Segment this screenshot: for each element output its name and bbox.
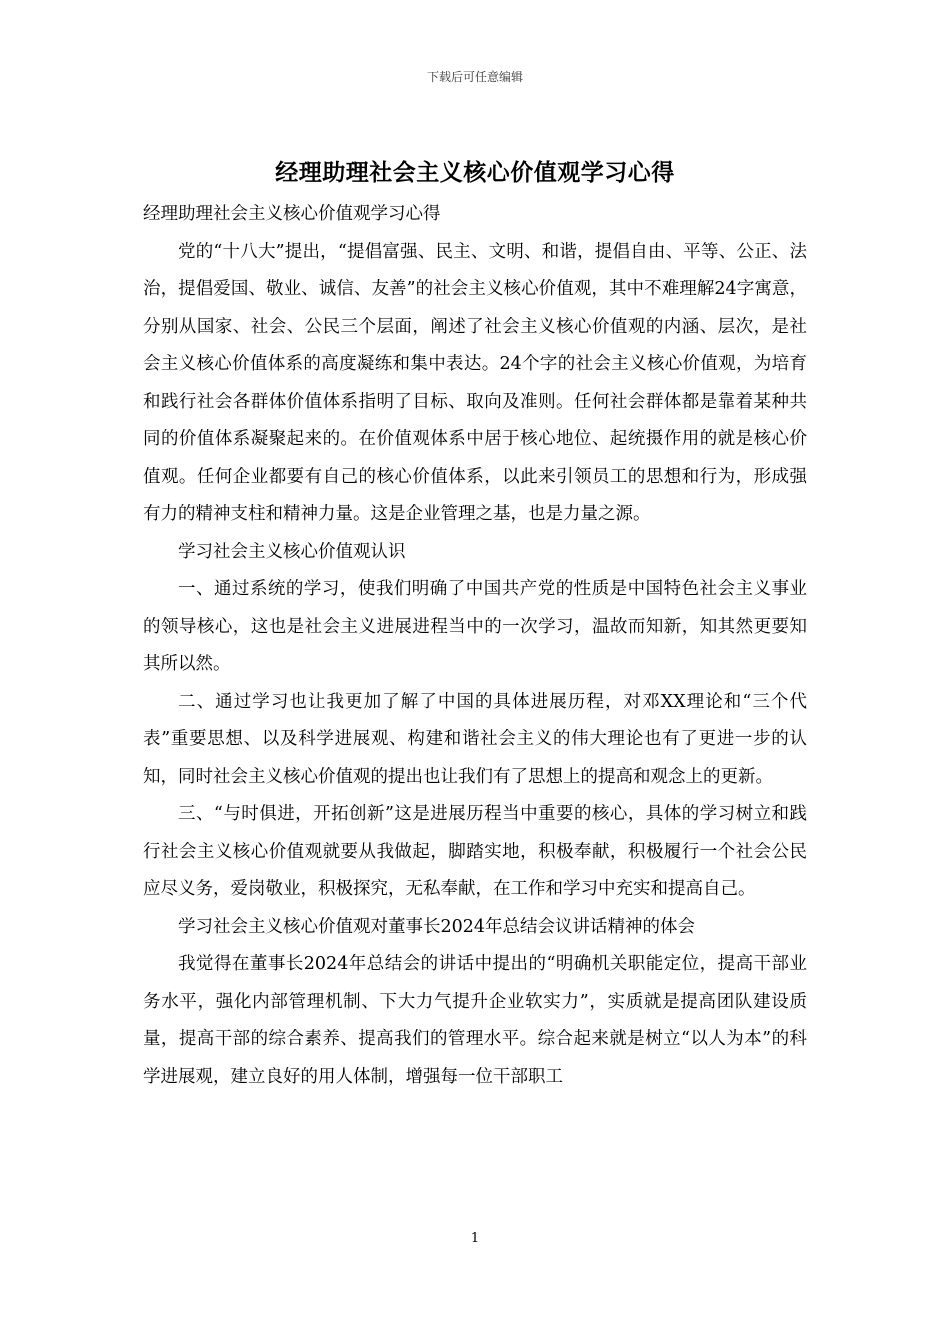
section-heading: 学习社会主义核心价值观对董事长2024年总结会议讲话精神的体会 <box>178 916 696 937</box>
page-number: 1 <box>470 1231 480 1246</box>
paragraph: 一、通过系统的学习，使我们明确了中国共产党的性质是中国特色社会主义事业的领导核心，这也是社会主义进展进程当中的一次学习，温故而知新，知其然更要知其所以然。 <box>143 579 807 674</box>
paragraph-subtitle: 经理助理社会主义核心价值观学习心得 <box>143 204 441 224</box>
paragraph: 我觉得在董事长2024年总结会的讲话中提出的“明确机关职能定位，提高干部业务水平，强化内部管理机制、下大力气提升企业软实力”，实质就是提高团队建设质量，提高干部的综合素养、提高我们的管理水平。综合起来就是树立“以人为本”的科学进展观，建立良好的用人体制，增强每一位干部职工 <box>143 954 807 1087</box>
paragraph: 二、通过学习也让我更加了解了中国的具体进展历程，对邓XX理论和“三个代表”重要思想、以及科学进展观、构建和谐社会主义的伟大理论也有了更进一步的认知，同时社会主义核心价值观的提出也让我们有了思想上的提高和观念上的更新。 <box>143 691 807 787</box>
paragraph: 三、“与时俱进，开拓创新”这是进展历程当中重要的核心，具体的学习树立和践行社会主义核心价值观就要从我做起，脚踏实地，积极奉献，积极履行一个社会公民应尽义务，爱岗敬业，积极探究，无私奉献，在工作和学习中充实和提高自己。 <box>143 804 807 899</box>
document-body <box>143 196 807 1096</box>
page-header: 下载后可任意编辑 <box>426 70 523 84</box>
document-title: 经理助理社会主义核心价值观学习心得 <box>275 160 675 186</box>
paragraph: 党的“十八大”提出，“提倡富强、民主、文明、和谐，提倡自由、平等、公正、法治，提倡爱国、敬业、诚信、友善”的社会主义核心价值观，其中不难理解24字寓意，分别从国家、社会、公民三个层面，阐述了社会主义核心价值观的内涵、层次，是社会主义核心价值体系的高度凝练和集中表达。24个字的社会主义核心价值观，为培育和践行社会各群体价值体系指明了目标、取向及准则。任何社会群体都是靠着某种共同的价值体系凝聚起来的。在价值观体系中居于核心地位、起统摄作用的就是核心价值观。任何企业都要有自己的核心价值体系，以此来引领员工的思想和行为，形成强有力的精神支柱和精神力量。这是企业管理之基，也是力量之源。 <box>143 241 807 524</box>
section-heading: 学习社会主义核心价值观认识 <box>178 541 406 562</box>
